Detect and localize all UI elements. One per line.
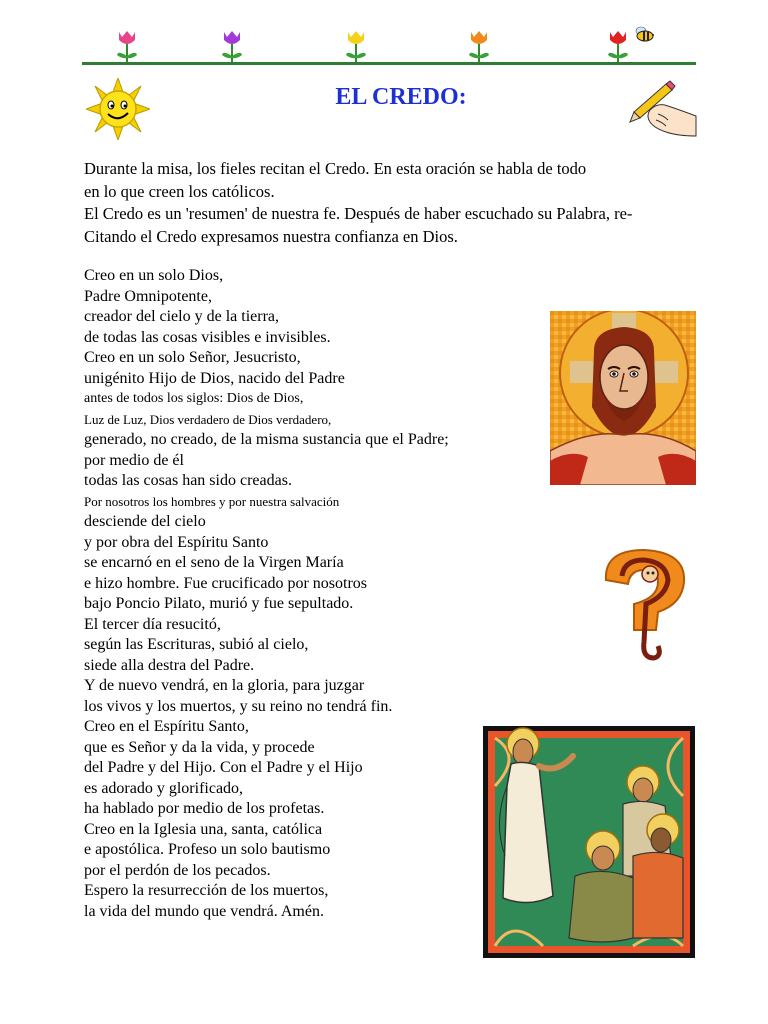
creed-line: la vida del mundo que vendrá. Amén.: [84, 902, 324, 920]
creed-line: siede alla destra del Padre.: [84, 656, 255, 674]
creed-line: los vivos y los muertos, y su reino no tendrá fin.: [84, 697, 393, 715]
creed-line: Por nosotros los hombres y por nuestra salvación: [84, 493, 340, 509]
bee-icon: [632, 26, 656, 42]
red-tulip-icon: [603, 28, 633, 64]
creed-line: bajo Poncio Pilato, murió y fue sepultado.: [84, 595, 354, 612]
creed-line: Creo en un solo Dios,: [84, 267, 224, 284]
creed-line: por medio de él: [84, 451, 184, 469]
creed-line: es adorado y glorificado,: [84, 779, 244, 797]
purple-tulip-icon: [217, 28, 247, 64]
orange-tulip-icon: [464, 28, 494, 64]
creed-line: e apostólica. Profeso un solo bautismo: [84, 841, 331, 858]
creed-line: Creo en el Espíritu Santo,: [84, 718, 249, 735]
question-mark-icon: [594, 546, 694, 666]
creed-line: Y de nuevo vendrá, en la gloria, para juzgar: [84, 677, 365, 694]
creed-line: creador del cielo y de la tierra,: [84, 308, 279, 325]
yellow-tulip-icon: [341, 28, 371, 64]
intro-line: El Credo es un 'resumen' de nuestra fe. Después de haber escuchado su Palabra, re-: [84, 204, 633, 223]
header-rule: [82, 62, 696, 65]
intro-line: en lo que creen los católicos.: [84, 181, 275, 201]
creed-line: desciende del cielo: [84, 513, 206, 530]
christ-icon-image: [550, 311, 696, 485]
intro-line: Durante la misa, los fieles recitan el Credo. En esta oración se habla de todo: [84, 159, 587, 178]
creed-line: antes de todos los siglos: Dios de Dios,: [84, 391, 304, 406]
creed-line: generado, no creado, de la misma sustancia que el Padre;: [84, 431, 449, 448]
creed-line: Padre Omnipotente,: [84, 287, 212, 305]
creed-line: unigénito Hijo de Dios, nacido del Padre: [84, 369, 345, 387]
creed-line: de todas las cosas visibles e invisibles.: [84, 328, 331, 346]
creed-line: por el perdón de los pecados.: [84, 861, 271, 879]
creed-line: que es Señor y da la vida, y procede: [84, 738, 315, 756]
intro-paragraph: [84, 158, 724, 248]
creed-line: del Padre y del Hijo. Con el Padre y el Hijo: [84, 759, 363, 776]
flowers-border: [84, 28, 696, 64]
creed-line: Espero la resurrección de los muertos,: [84, 882, 329, 899]
creed-line: ha hablado por medio de los profetas.: [84, 800, 325, 817]
creed-line: e hizo hombre. Fue crucificado por nosotros: [84, 574, 368, 592]
creed-line: y por obra del Espíritu Santo: [84, 533, 269, 551]
creed-line: Creo en un solo Señor, Jesucristo,: [84, 349, 301, 366]
jesus-with-apostles-image: [483, 726, 695, 958]
creed-line: El tercer día resucitó,: [84, 615, 221, 633]
pink-tulip-icon: [112, 28, 142, 64]
creed-line: se encarnó en el seno de la Virgen María: [84, 554, 344, 571]
creed-line: Creo en la Iglesia una, santa, católica: [84, 820, 323, 838]
creed-line: Luz de Luz, Dios verdadero de Dios verdadero,: [84, 411, 332, 427]
creed-line: según las Escrituras, subió al cielo,: [84, 636, 309, 653]
page-title: EL CREDO:: [335, 84, 467, 110]
intro-line: Citando el Credo expresamos nuestra confianza en Dios.: [84, 226, 458, 246]
creed-line: todas las cosas han sido creadas.: [84, 472, 292, 489]
hand-with-pencil-icon: [628, 80, 698, 138]
